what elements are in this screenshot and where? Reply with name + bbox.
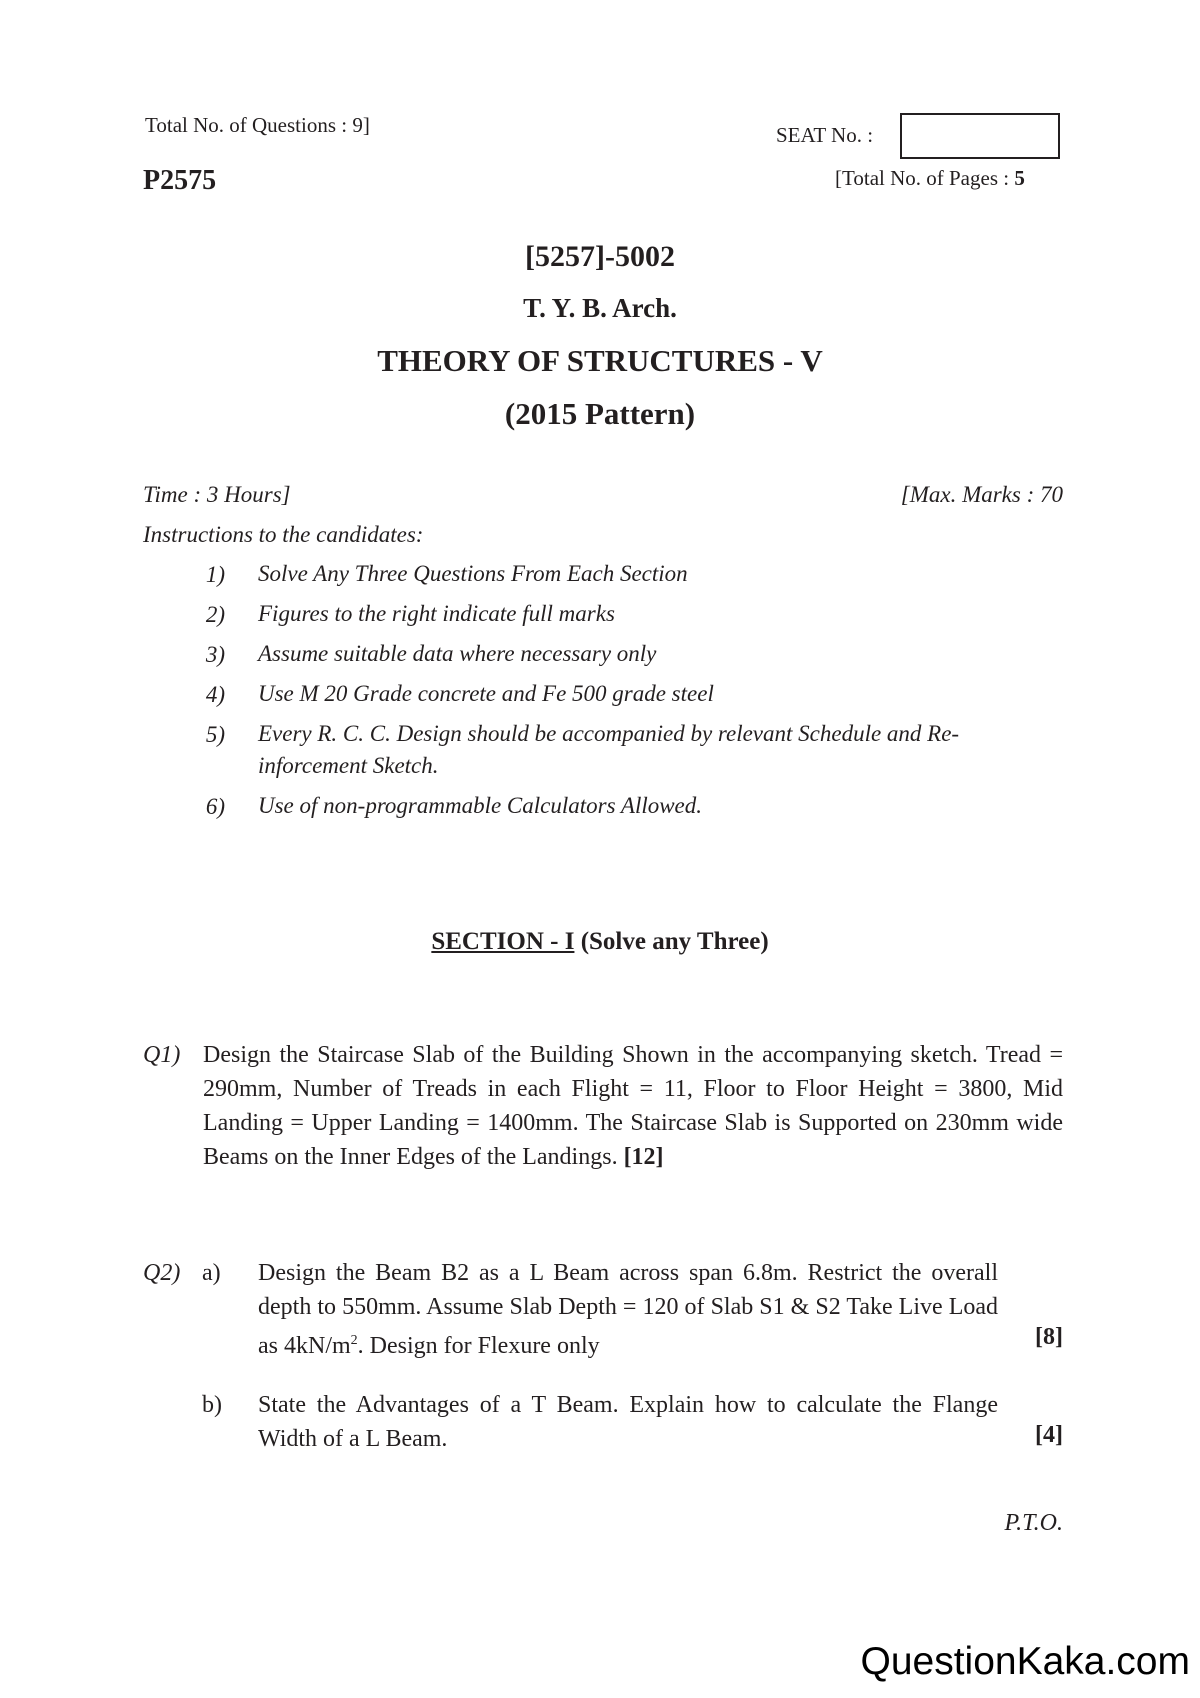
question-label-q2: Q2) bbox=[143, 1260, 181, 1286]
watermark: QuestionKaka.com bbox=[860, 1640, 1190, 1683]
instruction-number: 5) bbox=[205, 722, 225, 747]
max-marks: [Max. Marks : 70 bbox=[900, 482, 1063, 507]
subquestion-label-a: a) bbox=[202, 1260, 221, 1286]
instruction-number: 4) bbox=[205, 682, 225, 707]
question-body: Design the Staircase Slab of the Building Shown in the accompanying sketch. Tread = 290mm, Number of Treads in each Flight = 11, Floor to Floor Height = 3800, Mid Landing = Upper Landing = 1400mm. The Staircase Slab is Supported on 230mm wide Beams on the Inner Edges of the Landings. bbox=[203, 1042, 1063, 1170]
total-pages bbox=[835, 166, 1025, 191]
subquestion-text-b: State the Advantages of a T Beam. Explain how to calculate the Flange Width of a L Beam. bbox=[258, 1392, 998, 1452]
seat-number-box bbox=[900, 113, 1060, 159]
total-pages-prefix: [Total No. of Pages : bbox=[835, 166, 1015, 190]
instruction-text: Solve Any Three Questions From Each Section bbox=[258, 561, 688, 586]
total-questions: Total No. of Questions : 9] bbox=[145, 113, 370, 137]
instruction-text: Use of non-programmable Calculators Allowed. bbox=[258, 793, 703, 818]
section-label: SECTION - I bbox=[431, 928, 575, 955]
subquestion-body-tail: . Design for Flexure only bbox=[357, 1333, 600, 1359]
instruction-number: 1) bbox=[205, 562, 225, 587]
subquestion-marks-b: [4] bbox=[1035, 1422, 1063, 1448]
subquestion-label-b: b) bbox=[202, 1392, 222, 1418]
instructions-heading: Instructions to the candidates: bbox=[143, 522, 424, 547]
instruction-number: 2) bbox=[205, 602, 225, 627]
course-name: T. Y. B. Arch. bbox=[523, 293, 677, 323]
subquestion-marks-a: [8] bbox=[1035, 1324, 1063, 1350]
exam-code: [5257]-5002 bbox=[525, 240, 675, 273]
total-pages-value: 5 bbox=[1014, 166, 1025, 190]
subquestion-text-a bbox=[258, 1256, 998, 1363]
instruction-text: Use M 20 Grade concrete and Fe 500 grade steel bbox=[258, 681, 714, 706]
subject-title: THEORY OF STRUCTURES - V bbox=[377, 343, 823, 378]
instruction-text: Assume suitable data where necessary only bbox=[258, 641, 657, 666]
instruction-number: 3) bbox=[205, 642, 225, 667]
instruction-text: Every R. C. C. Design should be accompanied by relevant Schedule and Re-inforcement Sketch. bbox=[258, 721, 960, 778]
instruction-text: Figures to the right indicate full marks bbox=[258, 601, 615, 626]
question-marks: [12] bbox=[623, 1144, 664, 1170]
please-turn-over: P.T.O. bbox=[1004, 1510, 1063, 1536]
seat-label: SEAT No. : bbox=[776, 123, 874, 147]
section-note: (Solve any Three) bbox=[574, 928, 769, 955]
question-text-q1 bbox=[203, 1038, 1063, 1174]
section-heading bbox=[0, 928, 1200, 956]
question-label-q1: Q1) bbox=[143, 1042, 181, 1068]
time-allowed: Time : 3 Hours] bbox=[143, 482, 291, 507]
subquestion-body: Design the Beam B2 as a L Beam across span 6.8m. Restrict the overall depth to 550mm. Assume Slab Depth = 120 of Slab S1 & S2 Take Live Load as 4kN/m bbox=[258, 1260, 998, 1359]
paper-code: P2575 bbox=[143, 165, 217, 196]
pattern: (2015 Pattern) bbox=[504, 396, 696, 431]
superscript: 2 bbox=[350, 1333, 358, 1348]
instruction-number: 6) bbox=[205, 794, 225, 819]
